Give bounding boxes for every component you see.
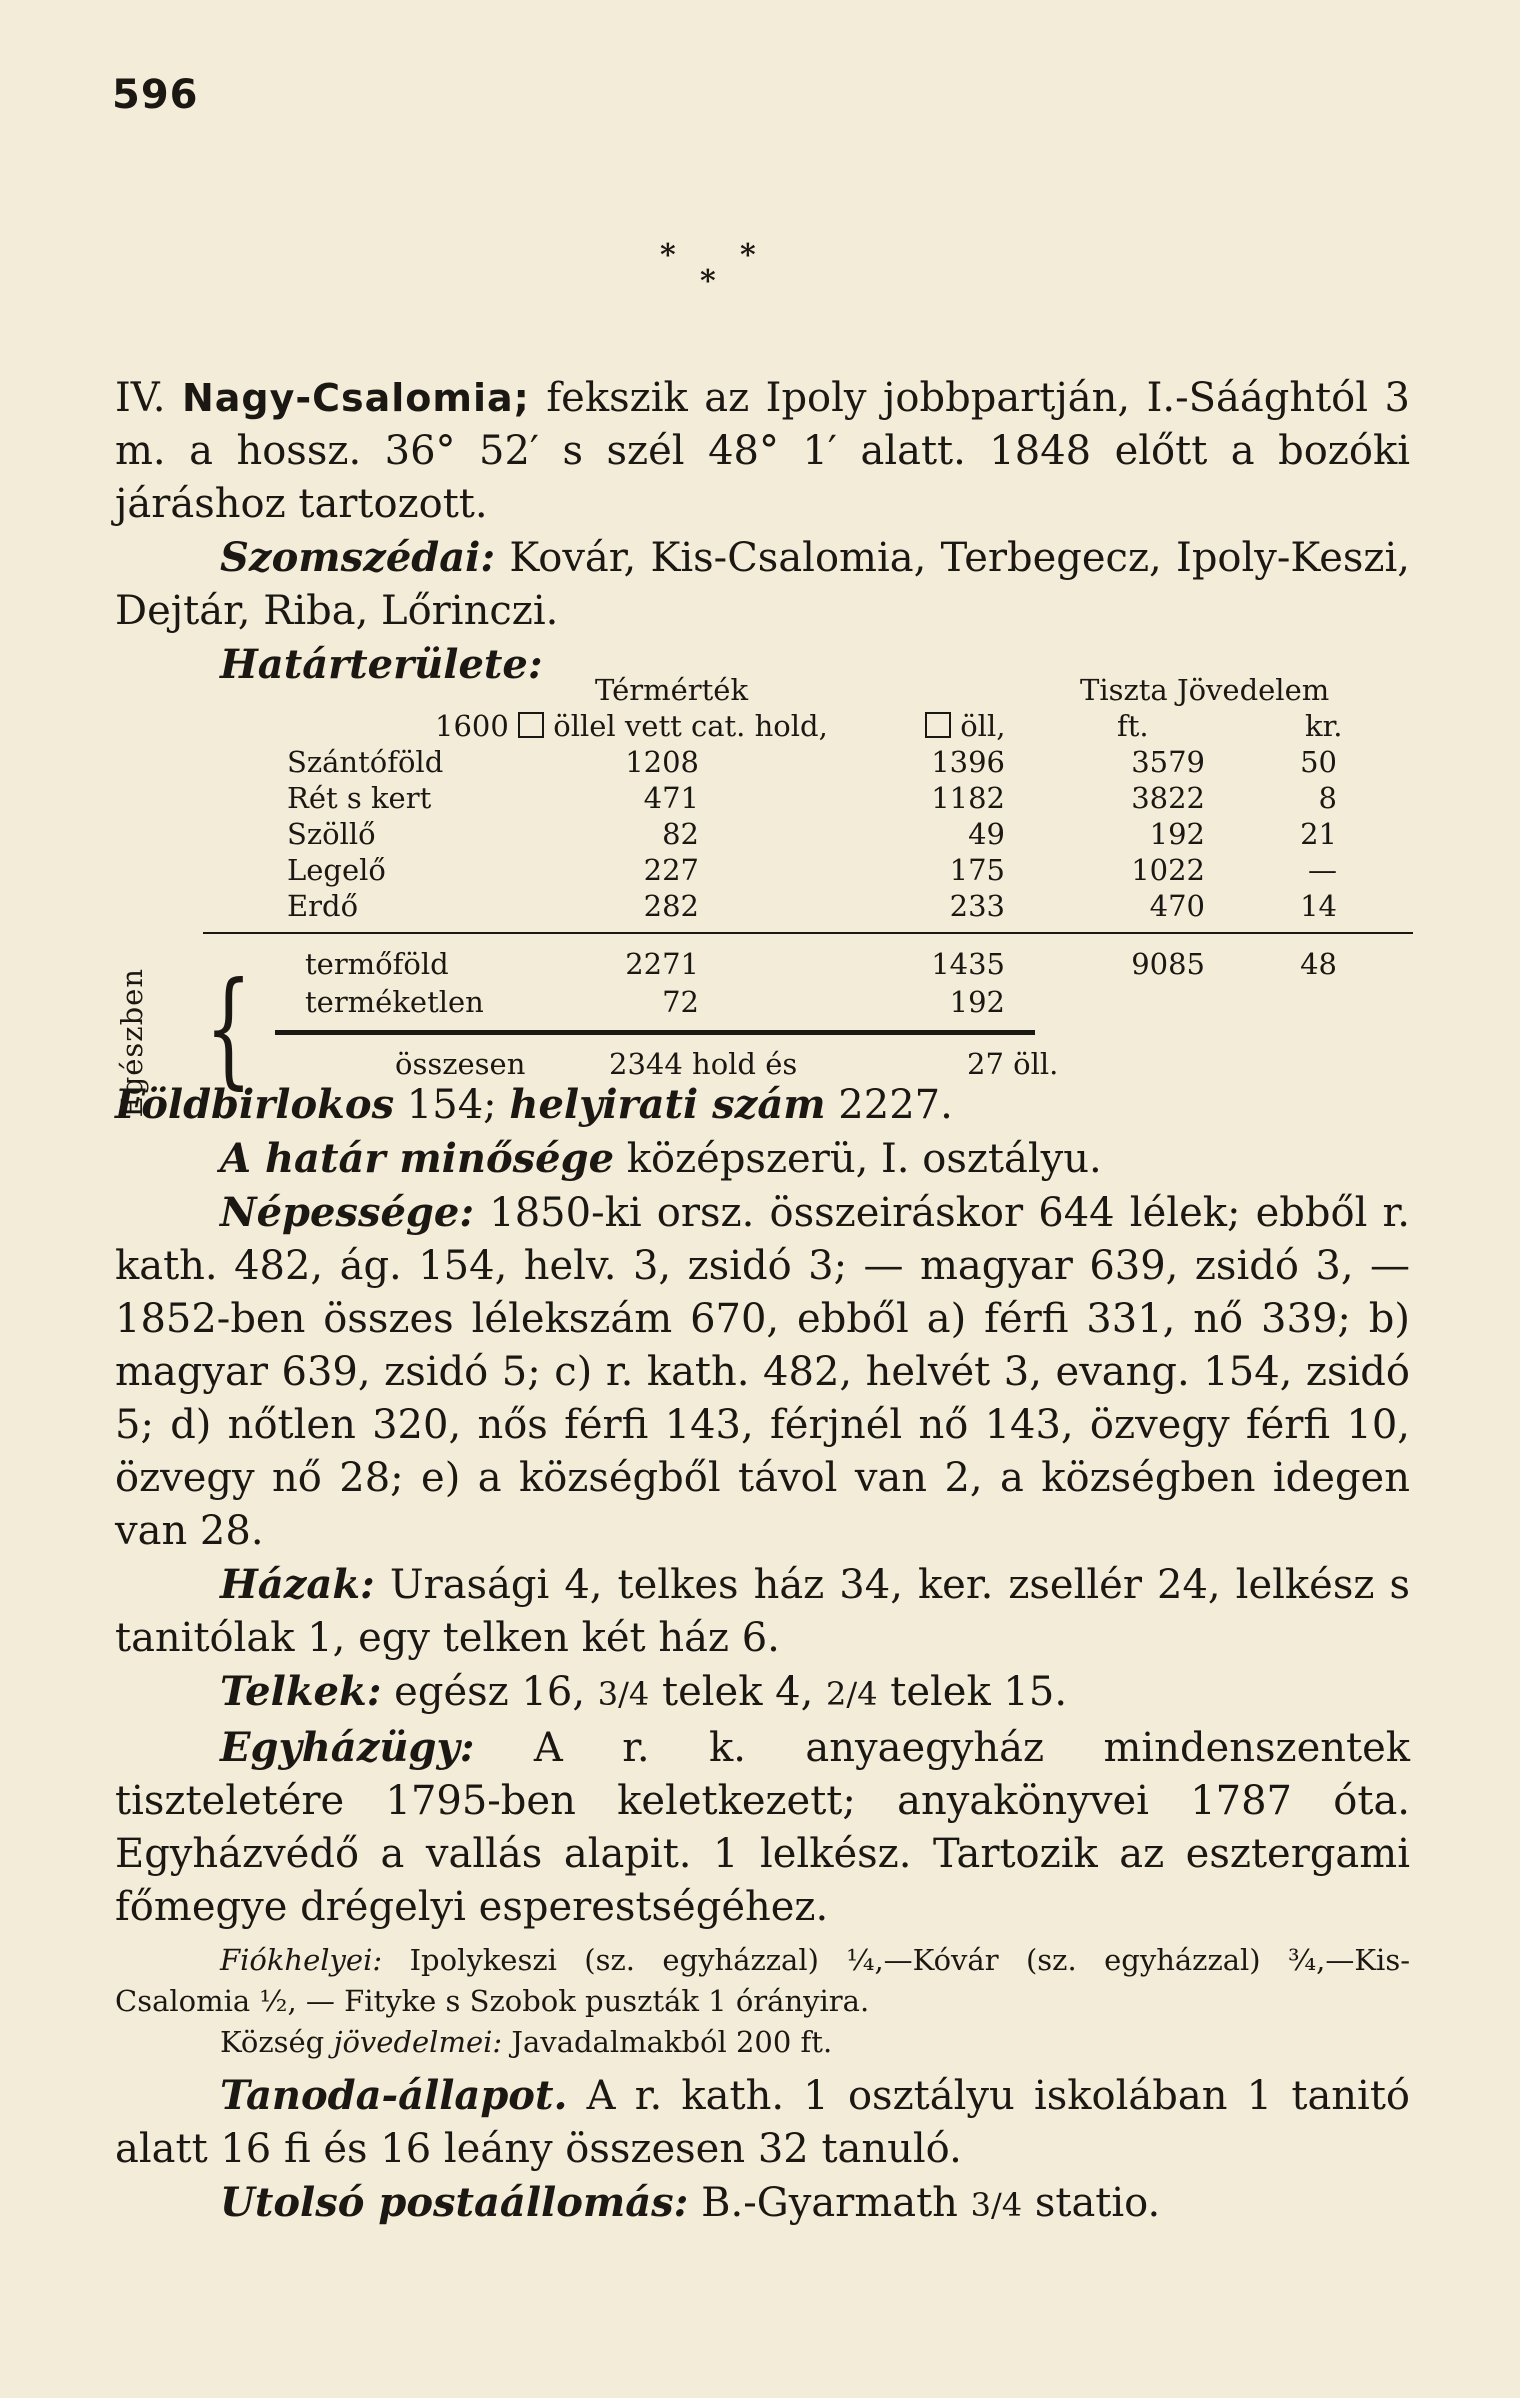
neighbours-label: Szomszédai: [220, 534, 496, 581]
header-1600-number: 1600 [435, 709, 509, 743]
income-prefix: Község [220, 2025, 334, 2059]
houses-text: Urasági 4, telkes ház 34, ker. zsellér 24, lelkész s tanitólak 1, egy telken két ház 6. [115, 1562, 1410, 1661]
entry-name: Nagy-Csalomia; [181, 376, 530, 420]
total-label: összesen [395, 1047, 526, 1081]
row-hold: 471 [643, 781, 699, 815]
row-name: Legelő [287, 853, 386, 887]
header-termertek: Térmérték [595, 673, 749, 707]
row-hold: 2271 [625, 947, 699, 981]
header-kr: kr. [1305, 709, 1343, 743]
plots-fraction-2: 2/4 [826, 1675, 878, 1713]
row-hold: 227 [643, 853, 699, 887]
post-fraction: 3/4 [970, 2186, 1023, 2224]
school-text: A r. kath. 1 osztályu iskolában 1 tanitó alatt 16 fi és 16 leány összesen 32 tanuló. [115, 2073, 1410, 2172]
row-kr: 21 [1300, 817, 1337, 851]
landowner-label: Földbirlokos [115, 1081, 395, 1128]
entry-number: IV. [115, 375, 166, 421]
neighbours-text: Kovár, Kis-Csalomia, Terbegecz, Ipoly-Keszi, Dejtár, Riba, Lőrinczi. [115, 535, 1410, 634]
area-label: Határterülete: [220, 641, 543, 688]
total-oll: 27 öll. [967, 1047, 1059, 1081]
plots-text-b: telek 4, [649, 1669, 827, 1715]
row-ft: 192 [1149, 817, 1205, 851]
star-left: * [660, 238, 676, 273]
row-oll: 233 [949, 889, 1005, 923]
row-hold: 1208 [625, 745, 699, 779]
quality-label: A határ minősége [220, 1135, 615, 1182]
star-bottom: * [700, 264, 716, 299]
square-oll-icon [925, 712, 951, 738]
plots-fraction-1: 3/4 [597, 1675, 650, 1713]
post-text: B.-Gyarmath [688, 2180, 971, 2226]
row-oll: 192 [949, 985, 1005, 1019]
row-kr: 14 [1300, 889, 1337, 923]
row-oll: 1435 [931, 947, 1005, 981]
total-hold: 2344 hold és [609, 1047, 798, 1081]
row-oll: 1182 [931, 781, 1005, 815]
row-name: termőföld [305, 947, 449, 981]
row-name: Szántóföld [287, 745, 444, 779]
header-oll-label: öll, [960, 709, 1006, 743]
houses-label: Házak: [220, 1561, 375, 1608]
row-name: Szöllő [287, 817, 376, 851]
population-label: Népessége: [220, 1189, 475, 1236]
square-oll-icon [518, 712, 544, 738]
row-name: Erdő [287, 889, 359, 923]
church-label: Egyházügy: [220, 1724, 475, 1771]
page-number: 596 [112, 72, 199, 118]
row-ft: 9085 [1131, 947, 1205, 981]
row-name: terméketlen [305, 985, 484, 1019]
header-oll [925, 708, 1005, 744]
header-1600 [435, 708, 828, 744]
row-oll: 175 [949, 853, 1005, 887]
row-hold: 282 [643, 889, 699, 923]
total-rule [275, 1030, 1035, 1035]
row-oll: 1396 [931, 745, 1005, 779]
row-kr: 48 [1300, 947, 1337, 981]
church-text: A r. k. anyaegyház mindenszentek tiszteletére 1795-ben keletkezett; anyakönyvei 1787 óta. Egyházvédő a vallás alapit. 1 lelkész. Tartozik az esztergami főmegye drégelyi esperestségéhez. [115, 1725, 1410, 1930]
table-divider [203, 932, 1413, 934]
entry-heading [115, 372, 1410, 692]
row-kr: 50 [1300, 745, 1337, 779]
header-jovedelem: Tiszta Jövedelem [1080, 673, 1330, 707]
row-hold: 82 [662, 817, 699, 851]
landowner-value: 154; [394, 1082, 510, 1128]
income-label: jövedelmei: [333, 2025, 503, 2059]
brace-icon: { [205, 955, 253, 1102]
row-kr: 8 [1318, 781, 1337, 815]
entry-body [115, 1078, 1410, 2232]
refnum-label: helyirati szám [509, 1081, 826, 1128]
row-ft: 3822 [1131, 781, 1205, 815]
row-hold: 72 [662, 985, 699, 1019]
school-label: Tanoda-állapot. [220, 2072, 568, 2119]
refnum-value: 2227. [825, 1082, 953, 1128]
header-ft: ft. [1117, 709, 1149, 743]
row-oll: 49 [968, 817, 1005, 851]
branches-text: Ipolykeszi (sz. egyházzal) ¼,—Kóvár (sz. egyházzal) ¾,—Kis-Csalomia ½, — Fityke s Szobok puszták 1 órányira. [115, 1943, 1410, 2018]
branches-label: Fiókhelyei: [220, 1943, 383, 1977]
section-stars [660, 238, 770, 308]
income-text: Javadalmakból 200 ft. [502, 2025, 833, 2059]
row-ft: 470 [1149, 889, 1205, 923]
plots-label: Telkek: [220, 1668, 382, 1715]
plots-text-c: telek 15. [877, 1669, 1068, 1715]
quality-value: középszerü, I. osztályu. [614, 1136, 1102, 1182]
star-right: * [740, 238, 756, 273]
population-text: 1850-ki orsz. összeiráskor 644 lélek; ebből r. kath. 482, ág. 154, helv. 3, zsidó 3; — magyar 639, zsidó 3, — 1852-ben összes lélekszám 670, ebből a) férfi 331, nő 339; b) magyar 639, zsidó 5; c) r. kath. 482, helvét 3, evang. 154, zsidó 5; d) nőtlen 320, nős férfi 143, férjnél nő 143, özvegy férfi 10, özvegy nő 28; e) a községből távol van 2, a községben idegen van 28. [115, 1190, 1410, 1554]
row-ft: 1022 [1131, 853, 1205, 887]
row-kr: — [1308, 853, 1337, 887]
row-ft: 3579 [1131, 745, 1205, 779]
land-table [115, 668, 1415, 1128]
post-tail: statio. [1022, 2180, 1161, 2226]
entry-intro: fekszik az Ipoly jobbpartján, I.-Sáághtól 3 m. a hossz. 36° 52′ s szél 48° 1′ alatt. 1848 előtt a bozóki járáshoz tartozott. [115, 375, 1411, 527]
side-label: Egészben [115, 968, 149, 1118]
post-label: Utolsó postaállomás: [220, 2179, 689, 2226]
row-name: Rét s kert [287, 781, 432, 815]
header-hold: öllel vett cat. hold, [553, 709, 828, 743]
plots-text-a: egész 16, [381, 1669, 598, 1715]
